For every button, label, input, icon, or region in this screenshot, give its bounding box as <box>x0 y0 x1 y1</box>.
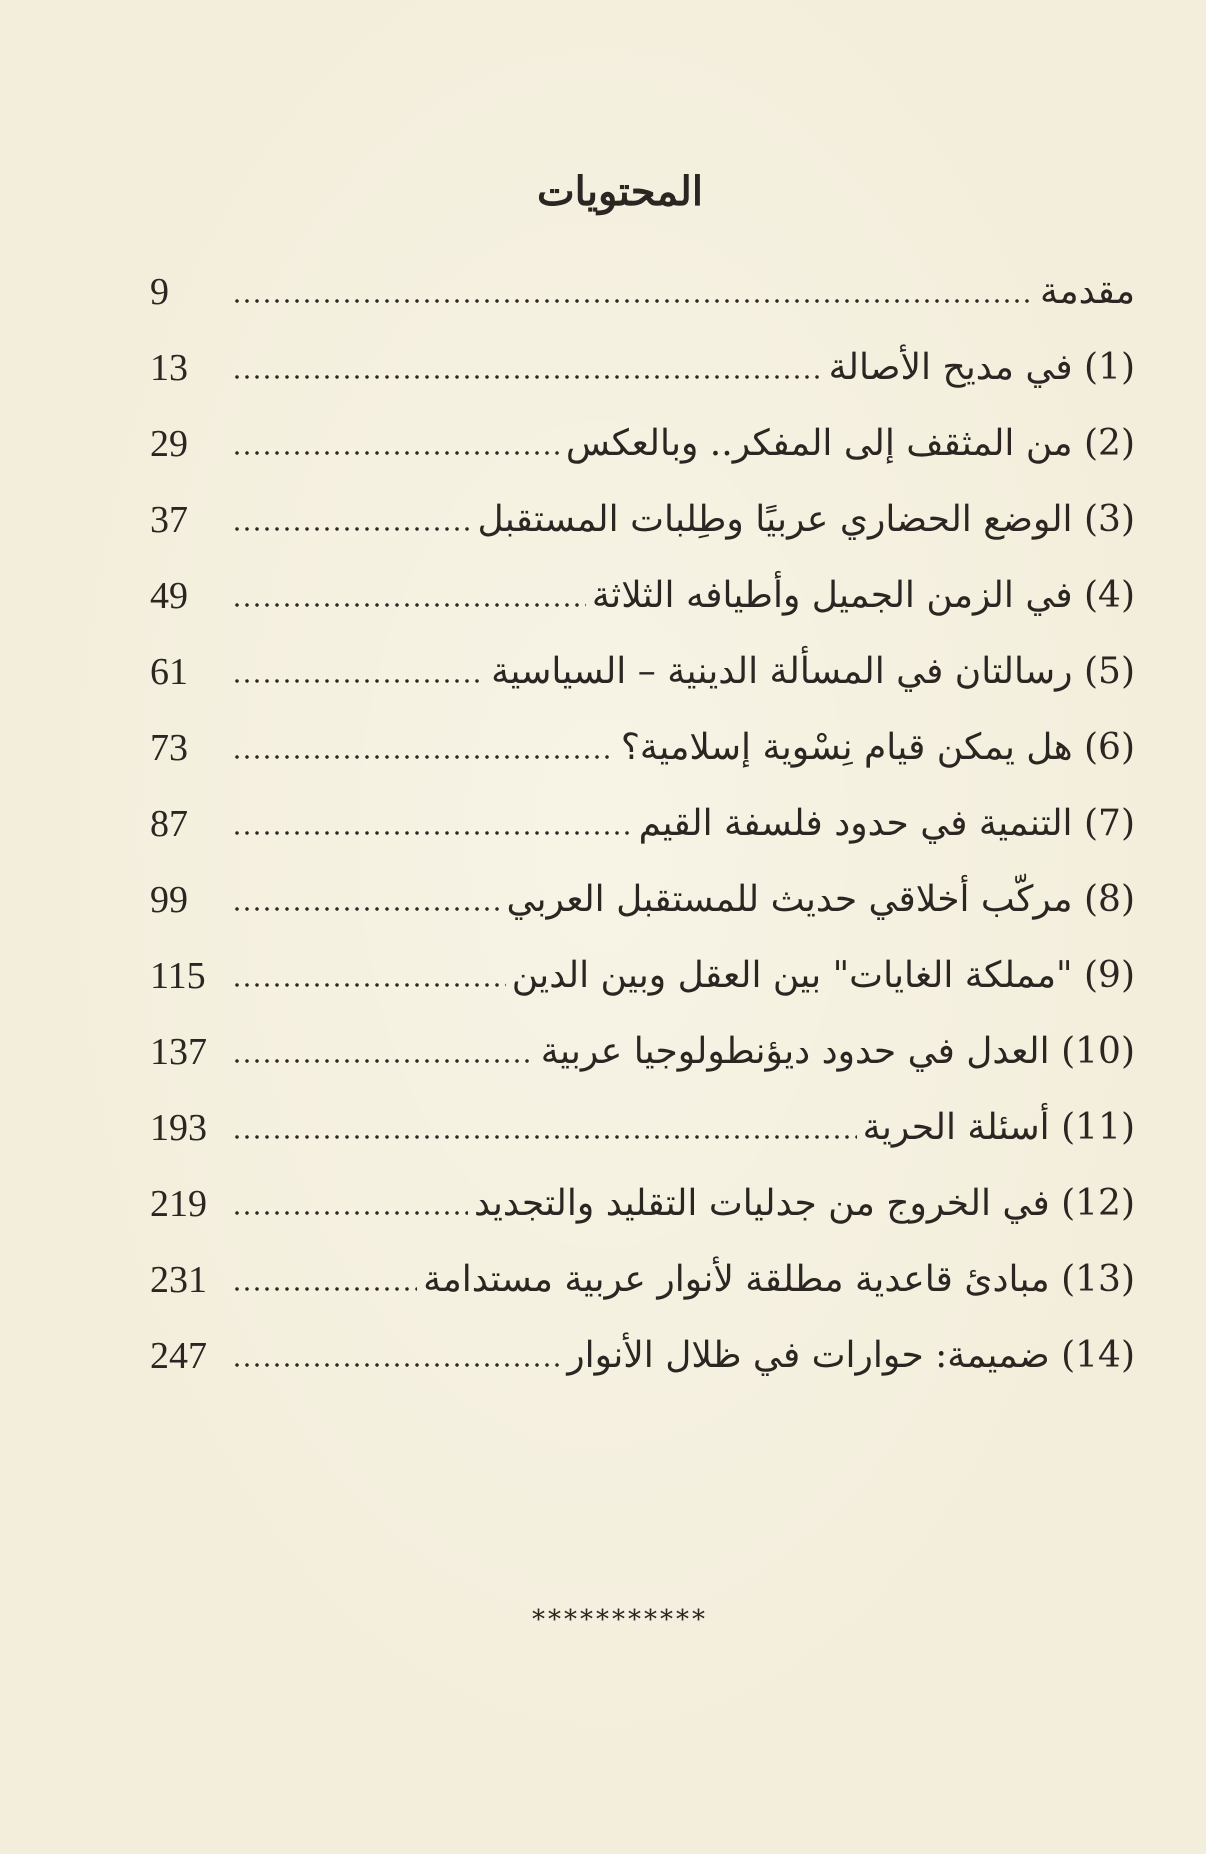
toc-entry-page: 29 <box>150 423 188 465</box>
toc-entry <box>150 566 1135 626</box>
toc-entry <box>150 718 1135 778</box>
toc-entry <box>150 870 1135 930</box>
toc-entry <box>150 946 1135 1006</box>
toc-entry-page: 99 <box>150 879 188 921</box>
toc-entry-page: 9 <box>150 271 169 313</box>
dot-leader <box>232 527 472 531</box>
toc-entry-title: (10) العدل في حدود ديؤنطولوجيا عربية <box>540 1031 1135 1072</box>
toc-entry-title: (4) في الزمن الجميل وأطيافه الثلاثة <box>591 575 1135 616</box>
toc-entry <box>150 1098 1135 1158</box>
dot-leader <box>232 451 560 455</box>
toc-entry <box>150 490 1135 550</box>
dot-leader <box>232 983 506 987</box>
toc-entry-title: (2) من المثقف إلى المفكر.. وبالعكس <box>565 423 1135 464</box>
toc-entry-page: 61 <box>150 651 188 693</box>
toc-entry-page: 193 <box>150 1107 207 1149</box>
toc-entry-title: (7) التنمية في حدود فلسفة القيم <box>638 803 1135 844</box>
end-ornament: *********** <box>532 1605 708 1635</box>
dot-leader <box>232 375 823 379</box>
dot-leader <box>232 1363 561 1367</box>
toc-entry-page: 115 <box>150 955 206 997</box>
toc-entry <box>150 642 1135 702</box>
dot-leader <box>232 1135 857 1139</box>
toc-entry <box>150 1326 1135 1386</box>
toc-entry-title: (1) في مديح الأصالة <box>828 347 1135 388</box>
toc-entry-title: (8) مركّب أخلاقي حديث للمستقبل العربي <box>506 879 1135 920</box>
toc-entry-page: 219 <box>150 1183 207 1225</box>
toc-entry <box>150 1174 1135 1234</box>
toc-entry <box>150 1022 1135 1082</box>
toc-entry-title: (11) أسئلة الحرية <box>862 1107 1135 1148</box>
toc-entry-page: 37 <box>150 499 188 541</box>
toc-entry-page: 13 <box>150 347 188 389</box>
toc-entry <box>150 262 1135 322</box>
toc-entry-page: 247 <box>150 1335 207 1377</box>
toc-entry-title: (5) رسالتان في المسألة الدينية – السياسية <box>491 651 1135 692</box>
toc-entry-page: 49 <box>150 575 188 617</box>
dot-leader <box>232 603 586 607</box>
toc-entry-title: مقدمة <box>1040 271 1135 312</box>
dot-leader <box>232 1211 468 1215</box>
toc-entry-title: (9) "مملكة الغايات" بين العقل وبين الدين <box>511 955 1135 996</box>
toc-entry-title: (6) هل يمكن قيام نِسْوية إسلامية؟ <box>620 727 1135 768</box>
toc-entry-title: (14) ضميمة: حوارات في ظلال الأنوار <box>567 1335 1135 1376</box>
toc-entry <box>150 794 1135 854</box>
toc-entry <box>150 1250 1135 1310</box>
dot-leader <box>232 755 615 759</box>
dot-leader <box>232 1059 535 1063</box>
toc-entry-title: (3) الوضع الحضاري عربيًا وطِلبات المستقبل <box>477 499 1135 540</box>
dot-leader <box>232 299 1034 303</box>
dot-leader <box>232 831 633 835</box>
page-title: المحتويات <box>537 168 703 215</box>
toc-entry-page: 231 <box>150 1259 207 1301</box>
toc-entry-page: 137 <box>150 1031 207 1073</box>
toc-entry <box>150 338 1135 398</box>
dot-leader <box>232 907 500 911</box>
toc-entry <box>150 414 1135 474</box>
toc-entry-title: (12) في الخروج من جدليات التقليد والتجديد <box>474 1183 1135 1224</box>
toc-entry-title: (13) مبادئ قاعدية مطلقة لأنوار عربية مستدامة <box>423 1259 1135 1300</box>
toc-entry-page: 87 <box>150 803 188 845</box>
toc-entry-page: 73 <box>150 727 188 769</box>
dot-leader <box>232 679 485 683</box>
dot-leader <box>232 1287 417 1291</box>
